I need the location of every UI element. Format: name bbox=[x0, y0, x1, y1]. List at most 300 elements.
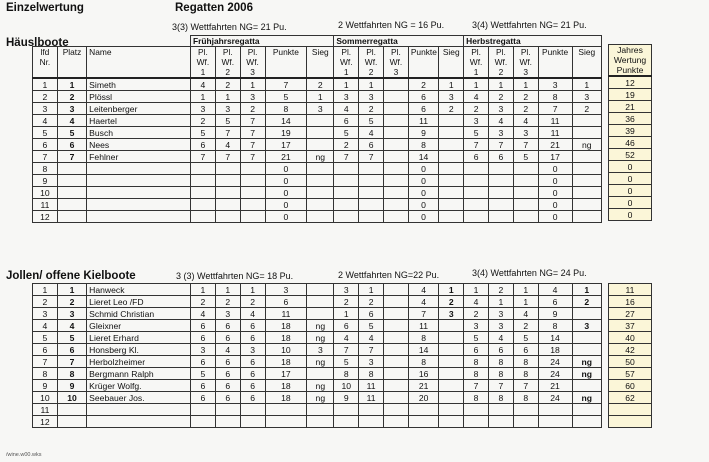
punkte-label: Punkte bbox=[616, 65, 644, 75]
table-row bbox=[33, 163, 602, 175]
jahres-row bbox=[609, 209, 652, 221]
cell-sieg bbox=[439, 163, 464, 175]
cell-pl-wf1: 1 bbox=[334, 78, 359, 91]
table-row bbox=[33, 175, 602, 187]
cell-jahres-punkte: 0 bbox=[609, 209, 652, 221]
cell-pl-wf3: 1 bbox=[513, 296, 538, 308]
table-row bbox=[33, 296, 602, 308]
cell-pl-wf2: 5 bbox=[359, 115, 384, 127]
cell-name: Honsberg Kl. bbox=[87, 344, 191, 356]
cell-platz: 2 bbox=[57, 91, 86, 103]
cell-pl-wf3 bbox=[384, 199, 409, 211]
cell-pl-wf3: 7 bbox=[513, 139, 538, 151]
cell-pl-wf3: 8 bbox=[513, 392, 538, 404]
cell-pl-wf3: 3 bbox=[240, 344, 265, 356]
cell-lfd: 1 bbox=[33, 284, 58, 296]
cell-sieg: ng bbox=[307, 151, 334, 163]
jahres-label: Jahres bbox=[617, 45, 643, 55]
table-row bbox=[33, 416, 602, 428]
cell-pl-wf3: 2 bbox=[513, 91, 538, 103]
cell-pl-wf1 bbox=[464, 187, 489, 199]
cell-pl-wf3 bbox=[384, 404, 409, 416]
cell-punkte: 24 bbox=[538, 368, 572, 380]
cell-pl-wf1: 6 bbox=[464, 151, 489, 163]
sub-punkte: Punkte bbox=[265, 47, 307, 79]
cell-pl-wf2 bbox=[489, 187, 514, 199]
cell-pl-wf2 bbox=[359, 211, 384, 223]
jahres-row bbox=[609, 320, 652, 332]
cell-sieg: 3 bbox=[307, 344, 334, 356]
cell-punkte: 0 bbox=[265, 211, 307, 223]
cell-pl-wf2 bbox=[215, 211, 240, 223]
cell-pl-wf1: 6 bbox=[191, 139, 216, 151]
cell-punkte: 11 bbox=[538, 115, 572, 127]
cell-pl-wf1: 7 bbox=[334, 344, 359, 356]
cell-pl-wf1 bbox=[334, 163, 359, 175]
cell-punkte: 11 bbox=[265, 308, 307, 320]
cell-pl-wf3: 6 bbox=[513, 344, 538, 356]
cell-punkte: 11 bbox=[408, 115, 438, 127]
cell-platz: 10 bbox=[57, 392, 86, 404]
jahres-wertung-table-2 bbox=[608, 283, 652, 428]
cell-pl-wf2: 6 bbox=[359, 139, 384, 151]
cell-platz: 3 bbox=[57, 308, 86, 320]
wf-label: Wf. bbox=[364, 57, 378, 67]
cell-pl-wf3 bbox=[384, 187, 409, 199]
cell-pl-wf1 bbox=[191, 199, 216, 211]
cell-sieg bbox=[439, 368, 464, 380]
cell-platz bbox=[57, 211, 86, 223]
cell-sieg: ng bbox=[307, 380, 334, 392]
cell-pl-wf2 bbox=[488, 404, 513, 416]
jahres-row bbox=[609, 368, 652, 380]
cell-punkte: 17 bbox=[265, 139, 307, 151]
table-row bbox=[33, 392, 602, 404]
cell-name: Hanweck bbox=[87, 284, 191, 296]
cell-punkte: 6 bbox=[265, 296, 307, 308]
cell-jahres-punkte: 60 bbox=[609, 380, 652, 392]
cell-pl-wf2 bbox=[489, 211, 514, 223]
col-lfd-label: lfd bbox=[40, 47, 50, 57]
cell-pl-wf2: 4 bbox=[488, 332, 513, 344]
cell-sieg: 2 bbox=[572, 103, 601, 115]
table-row bbox=[33, 78, 602, 91]
cell-pl-wf2 bbox=[215, 416, 240, 428]
cell-pl-wf1: 2 bbox=[334, 296, 359, 308]
cell-sieg bbox=[572, 308, 602, 320]
jahres-row bbox=[609, 101, 652, 113]
cell-pl-wf3 bbox=[384, 103, 409, 115]
cell-pl-wf2: 3 bbox=[215, 103, 240, 115]
cell-pl-wf3 bbox=[384, 115, 409, 127]
pl-label: Pl. bbox=[341, 47, 352, 57]
cell-sieg bbox=[572, 211, 601, 223]
cell-punkte: 7 bbox=[538, 103, 572, 115]
cell-pl-wf2: 4 bbox=[215, 344, 240, 356]
cell-sieg bbox=[439, 115, 464, 127]
cell-platz bbox=[57, 175, 86, 187]
cell-sieg bbox=[439, 344, 464, 356]
sub-pl-1: Pl. Wf. 1 bbox=[464, 47, 489, 79]
cell-name bbox=[87, 211, 191, 223]
cell-sieg: 2 bbox=[439, 103, 464, 115]
cell-pl-wf2: 3 bbox=[488, 320, 513, 332]
cell-pl-wf1 bbox=[464, 416, 489, 428]
cell-pl-wf1: 6 bbox=[191, 320, 216, 332]
cell-name bbox=[87, 416, 191, 428]
pl-label: Pl. bbox=[366, 47, 376, 57]
cell-pl-wf3: 7 bbox=[240, 115, 265, 127]
cell-name: Herbolzheimer bbox=[87, 356, 191, 368]
table-row bbox=[33, 127, 602, 139]
cell-punkte: 8 bbox=[408, 356, 438, 368]
cell-sieg bbox=[572, 127, 601, 139]
cell-pl-wf2: 8 bbox=[359, 368, 384, 380]
cell-pl-wf1: 8 bbox=[334, 368, 359, 380]
sub-sieg: Sieg bbox=[307, 47, 334, 79]
jahres-row bbox=[609, 356, 652, 368]
cell-sieg: 2 bbox=[307, 78, 334, 91]
cell-pl-wf3 bbox=[384, 151, 409, 163]
cell-pl-wf2 bbox=[359, 187, 384, 199]
cell-punkte: 8 bbox=[265, 103, 307, 115]
cell-pl-wf3 bbox=[384, 175, 409, 187]
cell-pl-wf3: 8 bbox=[513, 356, 538, 368]
table-row bbox=[33, 139, 602, 151]
cell-sieg: ng bbox=[307, 332, 334, 344]
cell-sieg: ng bbox=[572, 356, 602, 368]
cell-pl-wf2: 3 bbox=[359, 356, 384, 368]
cell-pl-wf2: 6 bbox=[488, 344, 513, 356]
cell-jahres-punkte: 19 bbox=[609, 89, 652, 101]
cell-pl-wf3: 8 bbox=[513, 368, 538, 380]
jollen-event-info-1: 3 (3) Wettfahrten NG= 18 Pu. bbox=[176, 271, 294, 281]
cell-pl-wf1 bbox=[334, 199, 359, 211]
cell-punkte bbox=[265, 416, 307, 428]
pl-label: Pl. bbox=[471, 47, 481, 57]
cell-pl-wf3: 2 bbox=[240, 103, 265, 115]
sub-pl-3: Pl. Wf. 3 bbox=[240, 47, 265, 79]
cell-sieg bbox=[439, 404, 464, 416]
cell-punkte: 20 bbox=[408, 392, 438, 404]
cell-sieg bbox=[439, 356, 464, 368]
cell-pl-wf3 bbox=[384, 368, 409, 380]
cell-name: Leitenberger bbox=[87, 103, 191, 115]
cell-sieg bbox=[307, 308, 334, 320]
cell-punkte: 8 bbox=[408, 332, 438, 344]
cell-lfd: 8 bbox=[33, 163, 58, 175]
cell-pl-wf3 bbox=[384, 211, 409, 223]
cell-punkte: 8 bbox=[538, 320, 572, 332]
cell-pl-wf1: 7 bbox=[464, 139, 489, 151]
cell-jahres-punkte: 50 bbox=[609, 356, 652, 368]
cell-pl-wf2 bbox=[489, 175, 514, 187]
cell-platz: 7 bbox=[57, 151, 86, 163]
cell-pl-wf2: 1 bbox=[488, 296, 513, 308]
cell-punkte: 0 bbox=[408, 211, 438, 223]
cell-jahres-punkte: 21 bbox=[609, 101, 652, 113]
sub-pl-2: Pl. Wf. 2 bbox=[489, 47, 514, 79]
cell-punkte bbox=[538, 416, 572, 428]
cell-pl-wf2 bbox=[215, 404, 240, 416]
cell-jahres-punkte: 27 bbox=[609, 308, 652, 320]
event-info-1: 3(3) Wettfahrten NG= 21 Pu. bbox=[172, 22, 287, 32]
cell-punkte: 6 bbox=[408, 103, 438, 115]
cell-pl-wf2: 3 bbox=[489, 127, 514, 139]
cell-lfd: 3 bbox=[33, 103, 58, 115]
cell-pl-wf3: 2 bbox=[513, 103, 538, 115]
cell-pl-wf2: 4 bbox=[359, 127, 384, 139]
cell-lfd: 5 bbox=[33, 332, 58, 344]
cell-lfd: 2 bbox=[33, 91, 58, 103]
cell-pl-wf2: 1 bbox=[489, 78, 514, 91]
cell-sieg: 3 bbox=[572, 91, 601, 103]
cell-pl-wf1 bbox=[191, 163, 216, 175]
cell-punkte: 0 bbox=[538, 163, 572, 175]
cell-pl-wf2 bbox=[215, 175, 240, 187]
cell-pl-wf3: 6 bbox=[240, 356, 265, 368]
table-row bbox=[33, 284, 602, 296]
event-name-2: Sommerregatta bbox=[334, 36, 464, 47]
cell-pl-wf3 bbox=[240, 404, 265, 416]
jahres-row bbox=[609, 173, 652, 185]
cell-punkte: 0 bbox=[538, 175, 572, 187]
cell-pl-wf3 bbox=[384, 296, 409, 308]
cell-pl-wf1: 3 bbox=[191, 103, 216, 115]
cell-sieg bbox=[572, 151, 601, 163]
cell-pl-wf1: 2 bbox=[191, 115, 216, 127]
sub-sieg: Sieg bbox=[572, 47, 601, 79]
cell-jahres-punkte: 52 bbox=[609, 149, 652, 161]
cell-jahres-punkte bbox=[609, 416, 652, 428]
pl-label: Pl. bbox=[520, 47, 531, 57]
page-title: Einzelwertung bbox=[6, 2, 84, 14]
col-lfd-header bbox=[33, 47, 58, 79]
cell-pl-wf2: 6 bbox=[489, 151, 514, 163]
cell-pl-wf1: 10 bbox=[334, 380, 359, 392]
cell-pl-wf1: 2 bbox=[191, 296, 216, 308]
cell-punkte: 11 bbox=[538, 127, 572, 139]
cell-punkte bbox=[265, 404, 307, 416]
cell-punkte: 9 bbox=[408, 127, 438, 139]
cell-punkte: 4 bbox=[538, 284, 572, 296]
cell-pl-wf2: 8 bbox=[488, 392, 513, 404]
cell-punkte: 9 bbox=[538, 308, 572, 320]
wf-label: Wf. bbox=[469, 57, 483, 67]
cell-pl-wf1 bbox=[464, 199, 489, 211]
cell-lfd: 8 bbox=[33, 368, 58, 380]
cell-lfd: 11 bbox=[33, 404, 58, 416]
cell-pl-wf1 bbox=[334, 175, 359, 187]
cell-platz: 5 bbox=[57, 127, 86, 139]
sub-pl-1: Pl. Wf. 1 bbox=[334, 47, 359, 79]
cell-pl-wf3 bbox=[384, 91, 409, 103]
cell-punkte: 0 bbox=[538, 199, 572, 211]
cell-pl-wf2: 2 bbox=[488, 284, 513, 296]
cell-jahres-punkte: 0 bbox=[609, 197, 652, 209]
cell-pl-wf1: 5 bbox=[464, 332, 489, 344]
cell-pl-wf1: 4 bbox=[191, 308, 216, 320]
cell-sieg: ng bbox=[307, 392, 334, 404]
cell-pl-wf1 bbox=[191, 187, 216, 199]
cell-pl-wf2: 2 bbox=[359, 296, 384, 308]
cell-punkte: 5 bbox=[265, 91, 307, 103]
wf-label: Wf. bbox=[246, 57, 259, 67]
cell-sieg bbox=[307, 368, 334, 380]
cell-pl-wf1: 5 bbox=[191, 127, 216, 139]
cell-sieg bbox=[307, 211, 334, 223]
cell-lfd: 12 bbox=[33, 211, 58, 223]
cell-sieg: ng bbox=[572, 368, 602, 380]
table-row bbox=[33, 320, 602, 332]
cell-pl-wf3: 3 bbox=[513, 127, 538, 139]
cell-pl-wf2: 4 bbox=[489, 115, 514, 127]
cell-punkte: 8 bbox=[408, 139, 438, 151]
cell-platz: 9 bbox=[57, 380, 86, 392]
cell-platz: 1 bbox=[57, 284, 86, 296]
cell-punkte bbox=[408, 416, 438, 428]
cell-pl-wf3 bbox=[240, 199, 265, 211]
cell-pl-wf3 bbox=[513, 163, 538, 175]
cell-lfd: 12 bbox=[33, 416, 58, 428]
cell-pl-wf2 bbox=[489, 199, 514, 211]
cell-pl-wf1: 3 bbox=[464, 320, 489, 332]
wf-label: Wf. bbox=[389, 57, 403, 67]
cell-pl-wf2: 2 bbox=[215, 296, 240, 308]
cell-lfd: 3 bbox=[33, 308, 58, 320]
cell-sieg bbox=[572, 115, 601, 127]
cell-pl-wf2: 5 bbox=[215, 115, 240, 127]
cell-sieg bbox=[572, 416, 602, 428]
cell-jahres-punkte: 57 bbox=[609, 368, 652, 380]
cell-pl-wf3 bbox=[513, 404, 538, 416]
cell-punkte bbox=[538, 404, 572, 416]
cell-jahres-punkte: 12 bbox=[609, 76, 652, 89]
cell-punkte bbox=[408, 404, 438, 416]
cell-platz: 5 bbox=[57, 332, 86, 344]
cell-pl-wf2 bbox=[359, 175, 384, 187]
cell-sieg: 1 bbox=[439, 78, 464, 91]
cell-pl-wf3 bbox=[384, 416, 409, 428]
cell-pl-wf3 bbox=[240, 187, 265, 199]
cell-platz bbox=[57, 199, 86, 211]
cell-pl-wf3: 4 bbox=[240, 308, 265, 320]
cell-punkte: 0 bbox=[265, 163, 307, 175]
jahres-row bbox=[609, 344, 652, 356]
cell-pl-wf3: 7 bbox=[240, 139, 265, 151]
cell-pl-wf3: 1 bbox=[240, 284, 265, 296]
cell-pl-wf1 bbox=[191, 211, 216, 223]
cell-sieg bbox=[439, 187, 464, 199]
cell-pl-wf3: 2 bbox=[513, 320, 538, 332]
cell-pl-wf2: 8 bbox=[488, 368, 513, 380]
cell-sieg bbox=[439, 199, 464, 211]
cell-punkte: 21 bbox=[538, 380, 572, 392]
table-row bbox=[33, 308, 602, 320]
cell-punkte: 6 bbox=[408, 91, 438, 103]
cell-name bbox=[87, 404, 191, 416]
haeusl-table bbox=[32, 35, 602, 223]
cell-pl-wf2: 7 bbox=[488, 380, 513, 392]
cell-jahres-punkte: 0 bbox=[609, 173, 652, 185]
sub-pl-1: Pl. Wf. 1 bbox=[191, 47, 216, 79]
jahres-row bbox=[609, 380, 652, 392]
cell-name: Simeth bbox=[87, 78, 191, 91]
cell-pl-wf1: 8 bbox=[464, 356, 489, 368]
cell-pl-wf2 bbox=[359, 404, 384, 416]
cell-sieg bbox=[307, 163, 334, 175]
cell-pl-wf1: 7 bbox=[464, 380, 489, 392]
table-row bbox=[33, 211, 602, 223]
cell-punkte: 14 bbox=[265, 115, 307, 127]
cell-sieg: 3 bbox=[572, 320, 602, 332]
cell-pl-wf2: 3 bbox=[488, 308, 513, 320]
cell-pl-wf3: 7 bbox=[240, 127, 265, 139]
cell-platz: 7 bbox=[57, 356, 86, 368]
cell-punkte: 16 bbox=[408, 368, 438, 380]
event-name-3: Herbstregatta bbox=[464, 36, 602, 47]
cell-pl-wf3: 6 bbox=[240, 332, 265, 344]
cell-punkte: 24 bbox=[538, 356, 572, 368]
cell-pl-wf1 bbox=[334, 187, 359, 199]
cell-pl-wf1 bbox=[334, 416, 359, 428]
cell-pl-wf1: 1 bbox=[464, 78, 489, 91]
jahres-row bbox=[609, 161, 652, 173]
cell-pl-wf1: 6 bbox=[191, 332, 216, 344]
cell-pl-wf3: 6 bbox=[240, 392, 265, 404]
cell-sieg bbox=[307, 296, 334, 308]
cell-name bbox=[87, 175, 191, 187]
cell-pl-wf3: 6 bbox=[240, 320, 265, 332]
cell-lfd: 10 bbox=[33, 392, 58, 404]
pl-label: Pl. bbox=[198, 47, 208, 57]
cell-punkte: 3 bbox=[265, 284, 307, 296]
table-row bbox=[33, 151, 602, 163]
sub-pl-3: Pl. Wf. 3 bbox=[384, 47, 409, 79]
cell-pl-wf1: 4 bbox=[191, 78, 216, 91]
event-info-3: 3(4) Wettfahrten NG= 21 Pu. bbox=[472, 20, 587, 30]
cell-sieg: 3 bbox=[439, 91, 464, 103]
sub-pl-2: Pl. Wf. 2 bbox=[359, 47, 384, 79]
cell-punkte: 18 bbox=[265, 356, 307, 368]
cell-pl-wf2: 2 bbox=[359, 103, 384, 115]
cell-pl-wf2: 5 bbox=[359, 320, 384, 332]
cell-pl-wf2 bbox=[215, 187, 240, 199]
cell-sieg bbox=[439, 320, 464, 332]
cell-pl-wf1 bbox=[464, 163, 489, 175]
jahres-row bbox=[609, 296, 652, 308]
cell-sieg: 1 bbox=[572, 78, 601, 91]
sub-punkte: Punkte bbox=[538, 47, 572, 79]
cell-pl-wf1: 6 bbox=[191, 356, 216, 368]
regatten-year: Regatten 2006 bbox=[175, 2, 253, 14]
cell-lfd: 7 bbox=[33, 151, 58, 163]
cell-lfd: 10 bbox=[33, 187, 58, 199]
cell-pl-wf2: 6 bbox=[215, 320, 240, 332]
cell-pl-wf1 bbox=[334, 404, 359, 416]
cell-sieg bbox=[439, 416, 464, 428]
cell-pl-wf2: 6 bbox=[215, 368, 240, 380]
wf-label: Wf. bbox=[196, 57, 210, 67]
cell-pl-wf3: 6 bbox=[240, 380, 265, 392]
cell-pl-wf2: 7 bbox=[489, 139, 514, 151]
cell-punkte: 6 bbox=[538, 296, 572, 308]
cell-pl-wf1: 1 bbox=[464, 284, 489, 296]
cell-pl-wf3: 3 bbox=[240, 91, 265, 103]
cell-punkte: 14 bbox=[408, 344, 438, 356]
cell-name: Lieret Leo /FD bbox=[87, 296, 191, 308]
cell-pl-wf2: 7 bbox=[215, 151, 240, 163]
